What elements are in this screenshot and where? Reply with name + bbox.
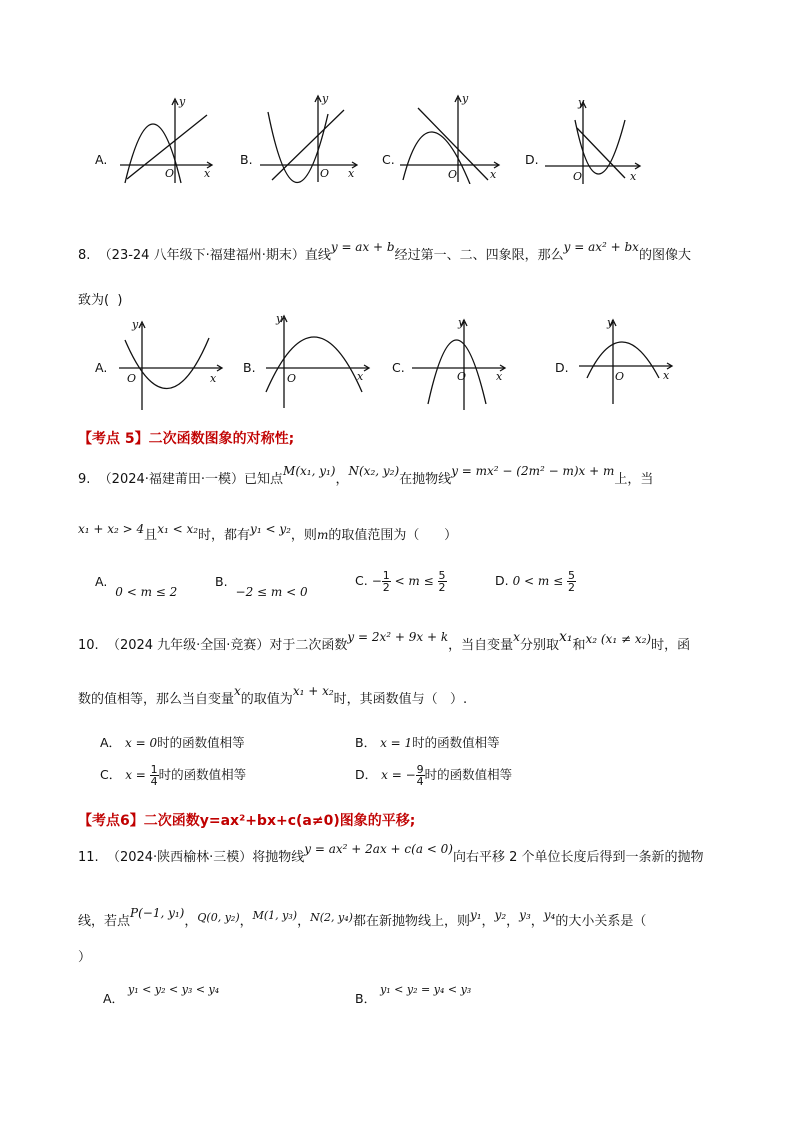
fraction-numerator: 5 xyxy=(438,569,446,582)
q11-point-m: M(1, y₃) xyxy=(252,909,298,922)
q11-option-a-label: A． xyxy=(103,991,125,1006)
q8-option-c-label[interactable]: C. xyxy=(392,360,405,375)
q10-option-d-eq: x = − xyxy=(381,768,416,782)
q8-stem-text: 8. （23-24 八年级下·福建福州·期末）直线 xyxy=(78,248,331,263)
fraction-denominator: 4 xyxy=(150,775,158,788)
q10-option-a-text: 时的函数值相等 xyxy=(157,735,245,750)
q11-separator: ， xyxy=(506,914,520,929)
svg-text:y: y xyxy=(578,98,585,109)
svg-text:O: O xyxy=(320,167,330,180)
q10-option-a[interactable] xyxy=(100,733,245,751)
q11-stem-line1 xyxy=(78,842,704,865)
q9-stem-text: 上，当 xyxy=(614,472,654,487)
svg-text:O: O xyxy=(127,372,137,385)
q8-stem-text: 经过第一、二、四象限，那么 xyxy=(394,248,564,263)
fraction-numerator: 1 xyxy=(150,763,158,776)
q9-option-b-value: −2 ≤ m < 0 xyxy=(235,585,308,599)
fraction-denominator: 2 xyxy=(438,581,446,594)
q10-stem-text: 10. （2024 九年级·全国·竞赛）对于二次函数 xyxy=(78,638,348,653)
q9-variable-m: m xyxy=(316,528,329,542)
q10-option-c-text: 时的函数值相等 xyxy=(158,767,247,782)
q9-stem-text: 在抛物线 xyxy=(399,472,452,487)
q7-graph-d xyxy=(543,98,643,186)
q9-condition-sum: x₁ + x₂ > 4 xyxy=(78,522,145,536)
q9-stem-line2 xyxy=(78,524,457,543)
q9-option-d-label: D. xyxy=(495,573,509,588)
q10-option-a-value: x = 0 xyxy=(125,736,158,750)
svg-text:x: x xyxy=(348,167,355,180)
q9-option-c-sign: − xyxy=(371,574,382,588)
q11-stem-text: 11. （2024·陕西榆林·三模）将抛物线 xyxy=(78,850,305,865)
svg-text:x: x xyxy=(490,168,497,181)
svg-text:x: x xyxy=(663,369,670,382)
q10-stem-line1 xyxy=(78,629,691,653)
q11-separator: ， xyxy=(184,914,198,929)
q9-option-d-inequality: 0 < m ≤ xyxy=(512,574,567,588)
q10-stem-text: 的取值为 xyxy=(240,692,293,707)
svg-text:y: y xyxy=(179,95,186,108)
q10-stem-text: 数的值相等，那么当自变量 xyxy=(78,692,235,707)
q7-graph-c xyxy=(398,92,503,184)
q11-stem-line2 xyxy=(78,906,647,929)
q10-sum: x₁ + x₂ xyxy=(292,684,334,698)
q9-parabola-equation: y = mx² − (2m² − m)x + m xyxy=(451,464,615,478)
fraction-numerator: 5 xyxy=(567,569,575,582)
fraction-denominator: 2 xyxy=(382,581,390,594)
svg-text:y: y xyxy=(322,92,329,105)
svg-text:y: y xyxy=(132,318,139,331)
q10-option-d[interactable] xyxy=(355,764,512,787)
q10-option-c-fraction xyxy=(150,764,159,787)
q10-option-c[interactable] xyxy=(100,764,246,787)
q11-stem-text: 向右平移 2 个单位长度后得到一条新的抛物 xyxy=(452,850,704,865)
q10-option-d-fraction xyxy=(416,764,425,787)
svg-text:x: x xyxy=(630,170,637,183)
q7-graph-a xyxy=(115,95,215,185)
q8-graph-b xyxy=(262,312,372,412)
q8-line-equation: y = ax + b xyxy=(330,240,395,254)
q9-condition-y: y₁ < y₂ xyxy=(250,522,291,536)
q9-stem-text: ，则 xyxy=(290,528,317,543)
q11-point-n: N(2, y₄) xyxy=(310,911,353,924)
q11-separator: ， xyxy=(481,914,495,929)
q9-stem-line1 xyxy=(78,464,654,487)
svg-text:x: x xyxy=(357,370,364,383)
q10-option-d-text: 时的函数值相等 xyxy=(424,767,513,782)
svg-text:O: O xyxy=(457,370,467,383)
fraction-denominator: 4 xyxy=(416,775,424,788)
q10-option-c-eq: x = xyxy=(125,768,150,782)
q9-option-b[interactable] xyxy=(215,574,308,599)
q11-option-a[interactable] xyxy=(103,983,220,1006)
q10-stem-text: 和 xyxy=(572,638,586,653)
q10-stem-text: 时，函 xyxy=(651,638,691,653)
q11-stem-text: 线，若点 xyxy=(78,914,131,929)
q7-option-d-label[interactable]: D. xyxy=(525,152,539,167)
fraction-denominator: 2 xyxy=(567,581,575,594)
q8-graph-c xyxy=(408,316,508,412)
q9-option-c-fraction1 xyxy=(382,570,391,593)
q7-option-c-label[interactable]: C. xyxy=(382,152,395,167)
q11-y1: y₁ xyxy=(469,908,482,922)
q11-stem-line3: ） xyxy=(78,950,92,965)
q9-option-a-label: A. xyxy=(95,574,108,589)
svg-text:O: O xyxy=(573,170,583,183)
svg-text:x: x xyxy=(204,167,211,180)
svg-text:x: x xyxy=(496,370,503,383)
q9-stem-text: 且 xyxy=(144,528,158,543)
q7-option-b-label[interactable]: B. xyxy=(240,152,253,167)
svg-text:y: y xyxy=(607,316,614,329)
q10-option-b-value: x = 1 xyxy=(380,736,413,750)
q8-option-b-label[interactable]: B. xyxy=(243,360,256,375)
section-heading-5: 【考点 5】二次函数图象的对称性; xyxy=(78,431,295,447)
q10-option-b[interactable] xyxy=(355,733,500,751)
q9-separator: ， xyxy=(335,472,349,487)
section-heading-6: 【考点6】二次函数y=ax²+bx+c(a≠0)图象的平移; xyxy=(78,813,416,829)
q8-parabola-equation: y = ax² + bx xyxy=(563,240,639,254)
q11-option-b[interactable] xyxy=(355,983,472,1006)
q8-graph-a xyxy=(115,318,225,413)
q11-separator: ， xyxy=(297,914,311,929)
q11-stem-text: 的大小关系是（ xyxy=(555,914,647,929)
q10-variable-x: x xyxy=(513,630,520,644)
svg-text:O: O xyxy=(615,370,625,383)
q8-stem-line1 xyxy=(78,240,691,263)
q9-point-n: N(x₂, y₂) xyxy=(348,464,400,478)
q9-option-c[interactable] xyxy=(355,570,447,593)
q8-graph-d xyxy=(575,316,675,406)
q11-option-b-value: y₁ < y₂ = y₄ < y₃ xyxy=(380,983,472,996)
fraction-numerator: 9 xyxy=(416,763,424,776)
q10-stem-text: 分别取 xyxy=(519,638,559,653)
q9-stem-text: 的取值范围为（ ） xyxy=(328,528,458,543)
q9-option-d[interactable] xyxy=(495,570,576,593)
q9-stem-text: 9. （2024·福建莆田·一模）已知点 xyxy=(78,472,284,487)
q11-option-b-label: B． xyxy=(355,991,377,1006)
q11-parabola-equation: y = ax² + 2ax + c(a < 0) xyxy=(304,842,453,856)
q9-stem-text: 时，都有 xyxy=(198,528,251,543)
svg-text:O: O xyxy=(287,372,297,385)
q10-stem-line2 xyxy=(78,684,468,707)
q9-option-a[interactable] xyxy=(95,574,178,599)
q11-y3: y₃ xyxy=(519,908,531,922)
q9-option-c-label: C. xyxy=(355,573,368,588)
q9-option-a-value: 0 < m ≤ 2 xyxy=(115,585,178,599)
q10-option-b-text: 时的函数值相等 xyxy=(412,735,500,750)
svg-text:y: y xyxy=(276,312,283,325)
q8-option-d-label[interactable]: D. xyxy=(555,360,569,375)
q10-variable-x: x xyxy=(234,684,241,698)
q11-point-p: P(−1, y₁) xyxy=(130,906,185,920)
q9-option-d-fraction xyxy=(567,570,576,593)
svg-text:y: y xyxy=(458,316,465,329)
q11-separator: ， xyxy=(239,914,253,929)
q8-stem-line2: 致为( ) xyxy=(78,293,123,308)
q11-point-q: Q(0, y₂) xyxy=(197,911,240,924)
q9-point-m: M(x₁, y₁) xyxy=(283,464,336,478)
svg-text:y: y xyxy=(462,92,469,105)
q10-stem-text: 时，其函数值与（ ）. xyxy=(333,692,468,707)
q10-option-c-label: C． xyxy=(100,767,122,782)
q10-x1: x₁ xyxy=(558,629,573,645)
q10-option-d-label: D． xyxy=(355,767,378,782)
q9-option-c-fraction2 xyxy=(438,570,447,593)
q8-option-a-label[interactable]: A. xyxy=(95,360,108,375)
q9-option-c-inequality: < m ≤ xyxy=(390,574,438,588)
q11-y2: y₂ xyxy=(494,908,507,922)
svg-text:x: x xyxy=(210,372,217,385)
q10-function: y = 2x² + 9x + k xyxy=(347,630,449,644)
q11-separator: ， xyxy=(530,914,544,929)
q10-option-b-label: B． xyxy=(355,735,377,750)
q10-stem-text: ，当自变量 xyxy=(448,638,514,653)
q7-graph-b xyxy=(258,92,358,184)
q9-condition-order: x₁ < x₂ xyxy=(157,522,199,536)
q7-option-a-label[interactable]: A. xyxy=(95,152,108,167)
svg-text:O: O xyxy=(448,168,458,181)
q8-stem-text: 的图像大 xyxy=(638,248,691,263)
q10-option-a-label: A． xyxy=(100,735,122,750)
q11-stem-text: 都在新抛物线上，则 xyxy=(352,914,470,929)
fraction-numerator: 1 xyxy=(382,569,390,582)
q9-option-b-label: B. xyxy=(215,574,228,589)
q11-y4: y₄ xyxy=(543,908,556,922)
q10-x2-condition: x₂ (x₁ ≠ x₂) xyxy=(585,632,652,646)
svg-text:O: O xyxy=(165,167,175,180)
q11-option-a-value: y₁ < y₂ < y₃ < y₄ xyxy=(128,983,220,996)
